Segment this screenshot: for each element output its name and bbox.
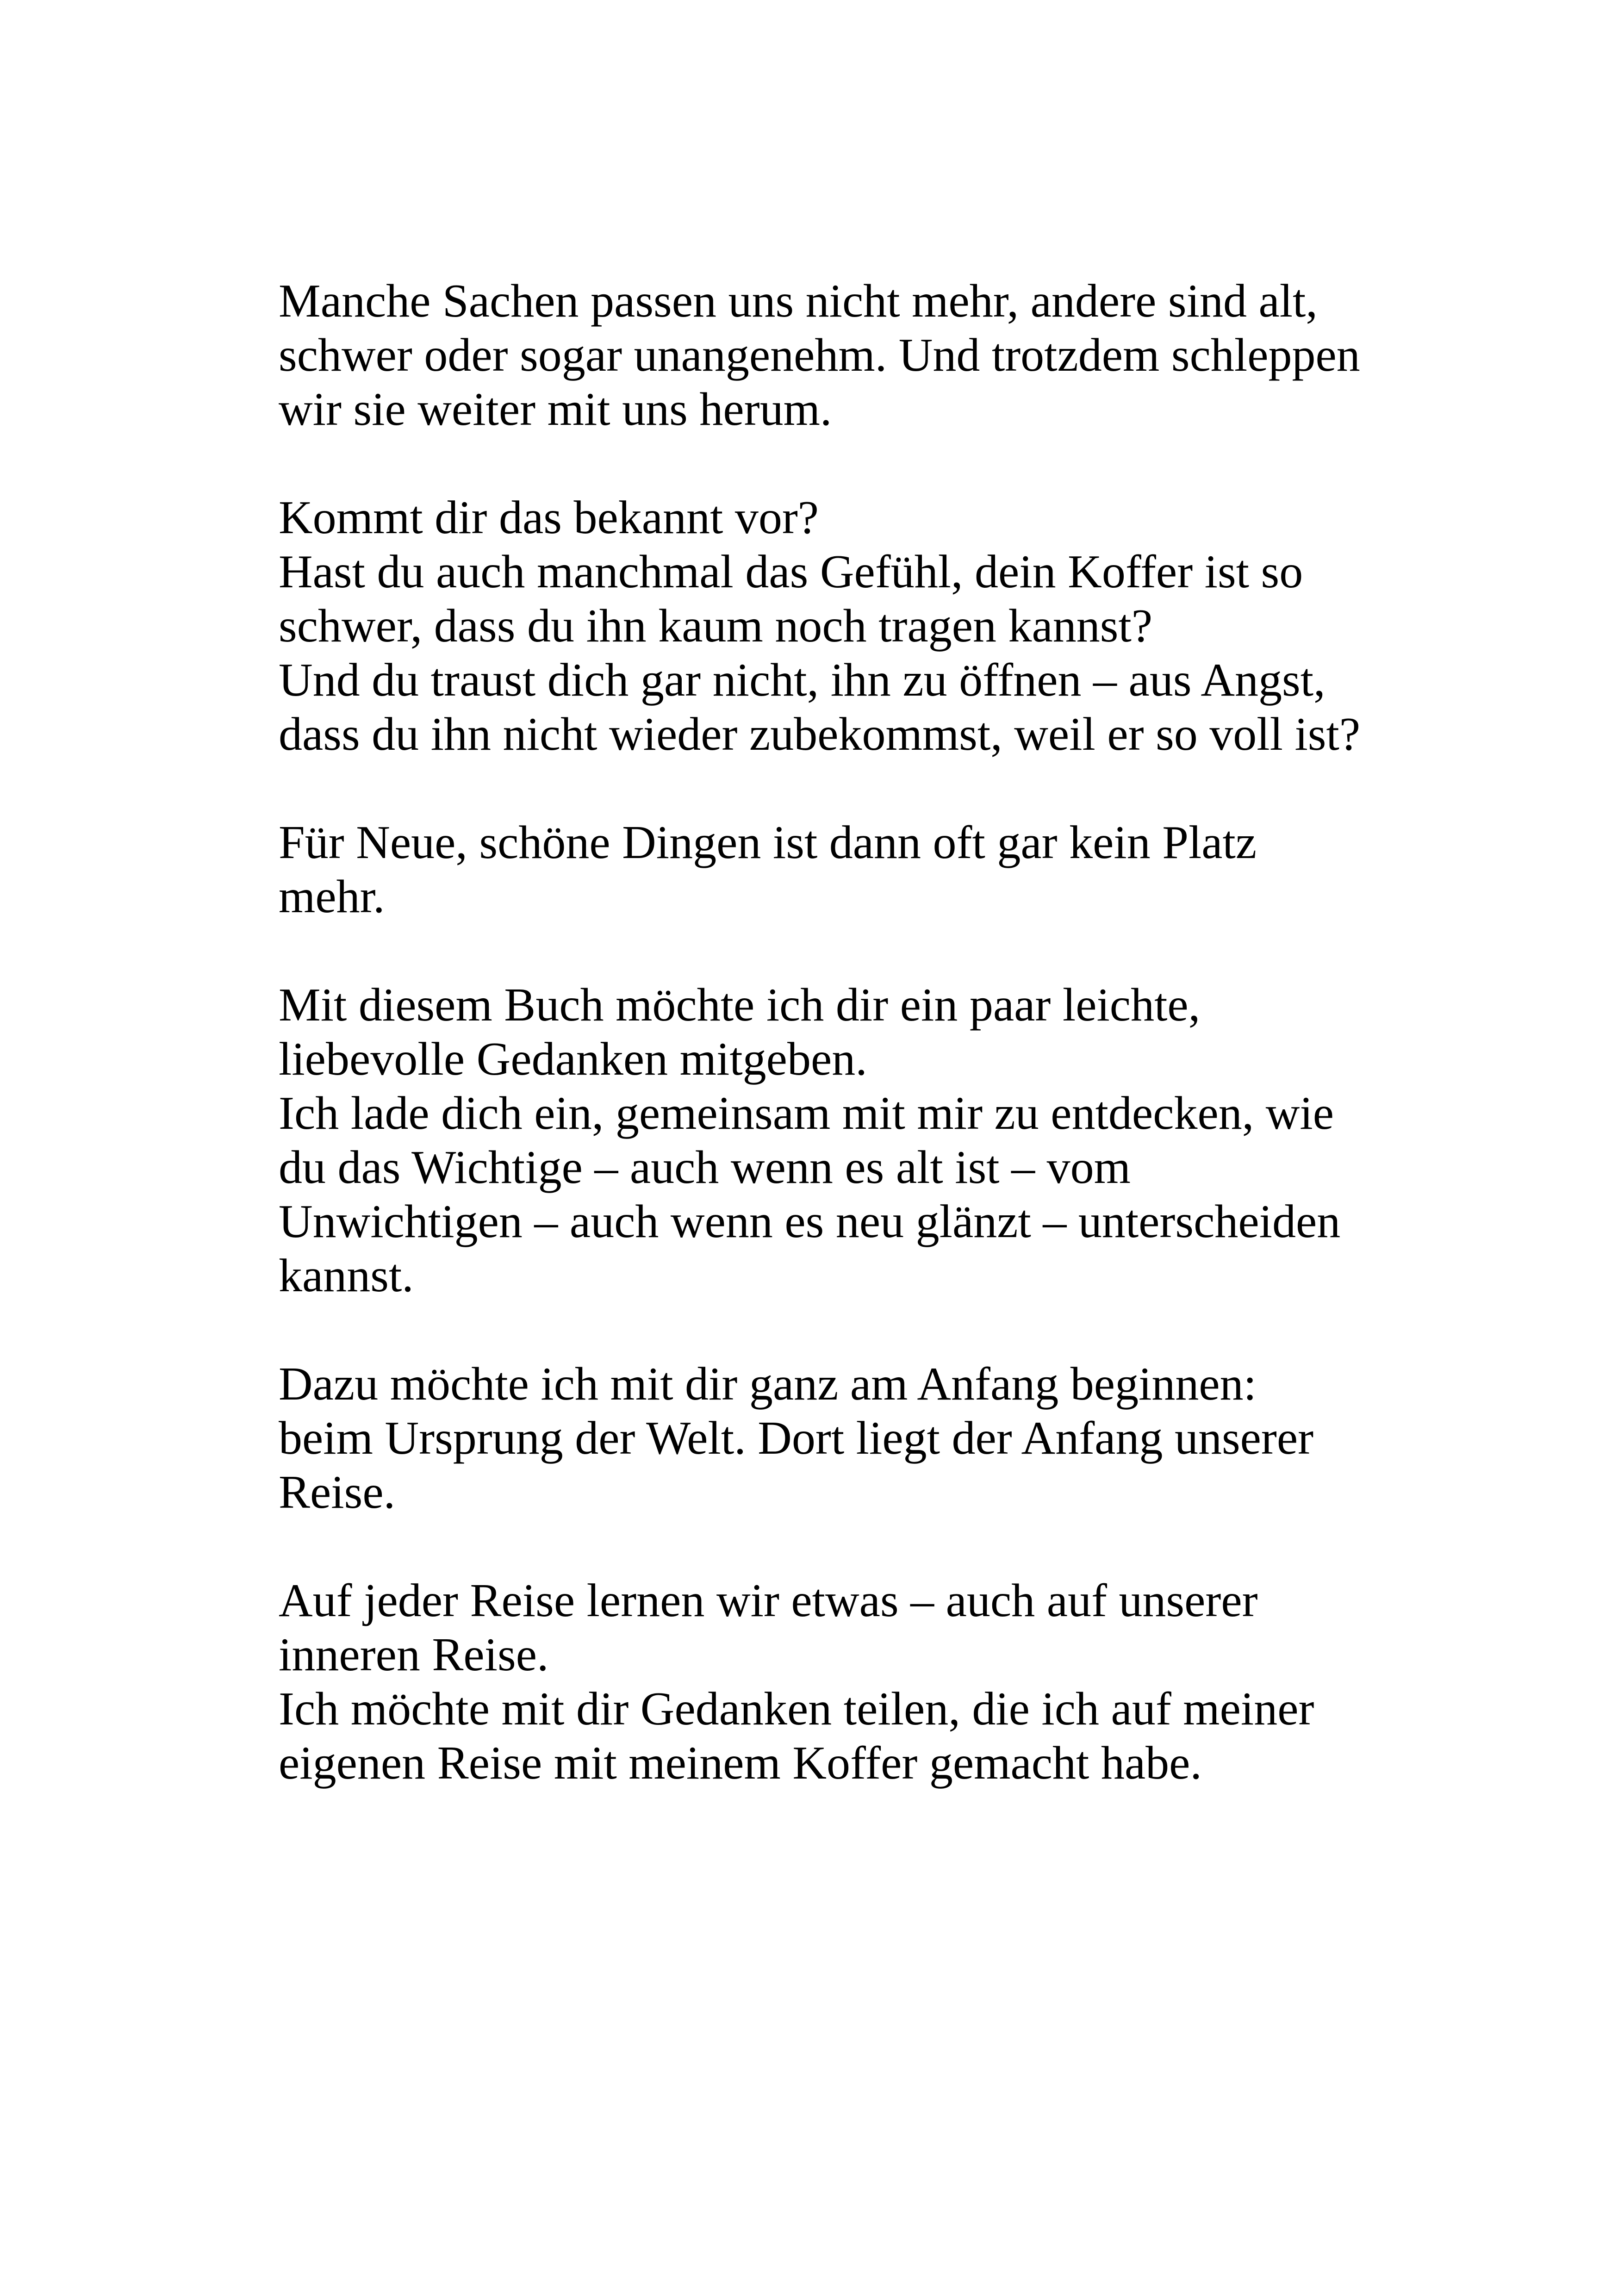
text-line: eigenen Reise mit meinem Koffer gemacht habe.	[279, 1737, 1202, 1789]
text-line: Hast du auch manchmal das Gefühl, dein Koffer ist so	[279, 546, 1303, 598]
text-line: inneren Reise.	[279, 1629, 549, 1681]
text-line: mehr.	[279, 871, 385, 923]
text-line: Dazu möchte ich mit dir ganz am Anfang beginnen:	[279, 1358, 1257, 1410]
text-line: liebevolle Gedanken mitgeben.	[279, 1033, 867, 1085]
paragraph	[279, 274, 1436, 436]
text-line: kannst.	[279, 1250, 414, 1302]
text-line: schwer oder sogar unangenehm. Und trotzdem schleppen	[279, 329, 1360, 381]
text-line: Ich möchte mit dir Gedanken teilen, die ich auf meiner	[279, 1683, 1314, 1735]
text-line: wir sie weiter mit uns herum.	[279, 383, 832, 436]
text-line: dass du ihn nicht wieder zubekommst, weil er so voll ist?	[279, 708, 1361, 760]
text-line: beim Ursprung der Welt. Dort liegt der Anfang unserer	[279, 1412, 1314, 1464]
text-line: Mit diesem Buch möchte ich dir ein paar leichte,	[279, 979, 1201, 1031]
text-line: Auf jeder Reise lernen wir etwas – auch auf unserer	[279, 1574, 1258, 1627]
text-line: Für Neue, schöne Dingen ist dann oft gar kein Platz	[279, 816, 1257, 869]
text-line: Ich lade dich ein, gemeinsam mit mir zu entdecken, wie	[279, 1087, 1334, 1139]
text-line: schwer, dass du ihn kaum noch tragen kannst?	[279, 600, 1153, 652]
paragraph	[279, 1357, 1436, 1519]
paragraph	[279, 815, 1436, 924]
text-line: Und du traust dich gar nicht, ihn zu öffnen – aus Angst,	[279, 654, 1326, 706]
text-line: du das Wichtige – auch wenn es alt ist – vom	[279, 1141, 1131, 1194]
text-line: Reise.	[279, 1466, 396, 1518]
text-line: Unwichtigen – auch wenn es neu glänzt – unterscheiden	[279, 1195, 1341, 1248]
body-text	[279, 274, 1436, 1790]
text-line: Kommt dir das bekannt vor?	[279, 492, 819, 544]
paragraph	[279, 978, 1436, 1303]
paragraph	[279, 1574, 1436, 1790]
text-line: Manche Sachen passen uns nicht mehr, andere sind alt,	[279, 275, 1318, 327]
paragraph	[279, 491, 1436, 761]
